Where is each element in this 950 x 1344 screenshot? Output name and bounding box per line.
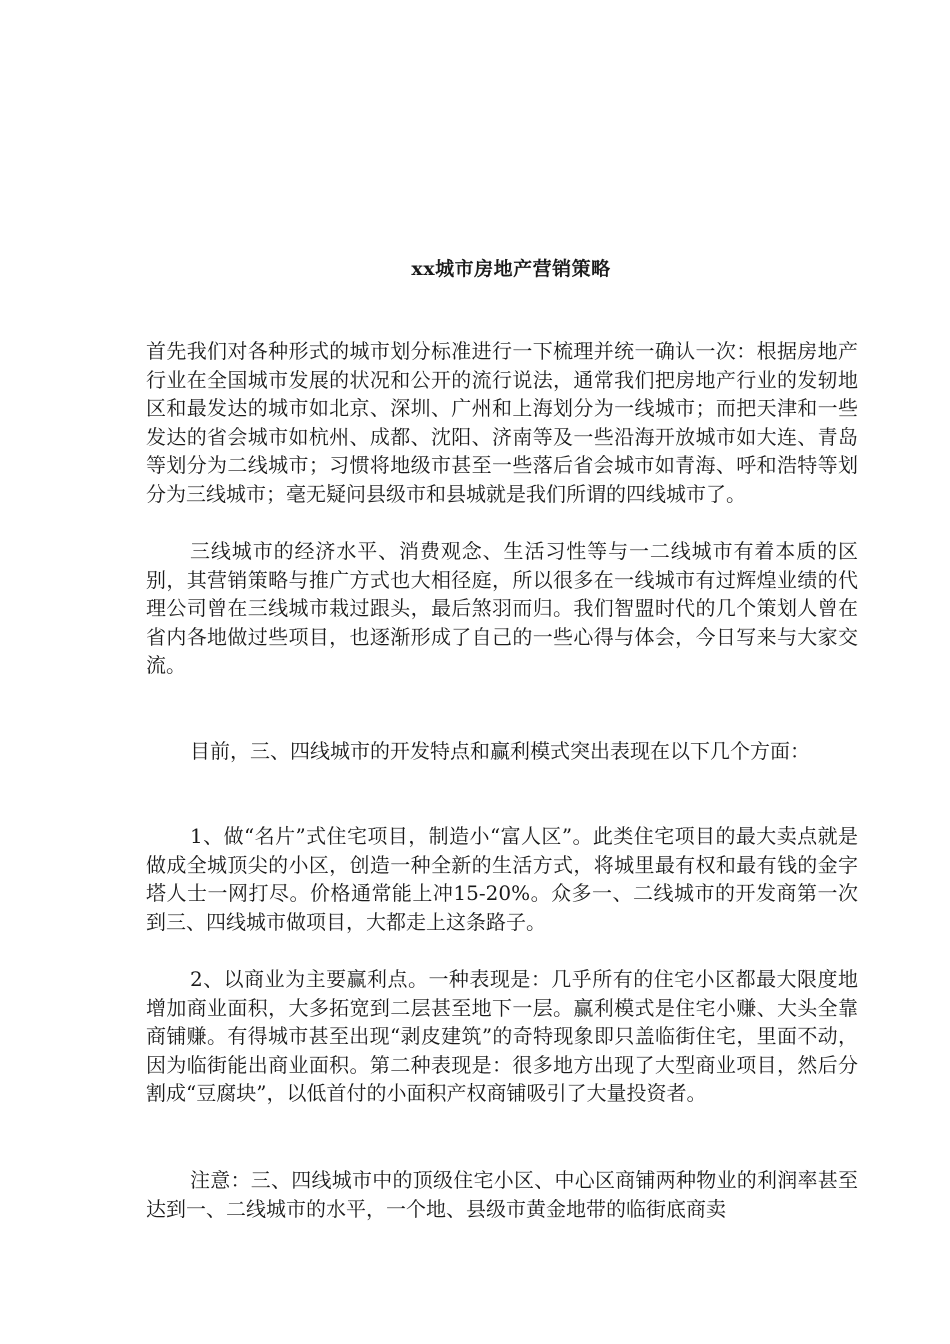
paragraph-city-classification: 首先我们对各种形式的城市划分标准进行一下梳理并统一确认一次：根据房地产行业在全国城市发展的状况和公开的流行说法，通常我们把房地产行业的发轫地区和最发达的城市如北京、深圳、广州和上海划分为一线城市；而把天津和一些发达的省会城市如杭州、成都、沈阳、济南等及一些沿海开放城市如大连、青岛等划分为二线城市；习惯将地级市甚至一些落后省会城市如青海、呼和浩特等划分为三线城市；毫无疑问县级市和县城就是我们所谓的四线城市了。 [146,339,858,506]
paragraph-development-features-intro: 目前，三、四线城市的开发特点和赢利模式突出表现在以下几个方面： [190,739,810,763]
document-title: xx城市房地产营销策略 [411,258,611,280]
paragraph-third-tier-marketing: 三线城市的经济水平、消费观念、生活习性等与一二线城市有着本质的区别，其营销策略与推广方式也大相径庭，所以很多在一线城市有过辉煌业绩的代理公司曾在三线城市栽过跟头，最后煞羽而归。我们智盟时代的几个策划人曾在省内各地做过些项目，也逐渐形成了自己的一些心得与体会，今日写来与大家交流。 [146,539,858,677]
paragraph-note: 注意：三、四线城市中的顶级住宅小区、中心区商铺两种物业的利润率甚至达到一、二线城市的水平，一个地、县级市黄金地带的临街底商卖 [146,1168,858,1221]
paragraph-point-2: 2、以商业为主要赢利点。一种表现是：几乎所有的住宅小区都最大限度地增加商业面积，大多拓宽到二层甚至地下一层。赢利模式是住宅小赚、大头全靠商铺赚。有得城市甚至出现“剥皮建筑”的奇特现象即只盖临街住宅，里面不动，因为临街能出商业面积。第二种表现是：很多地方出现了大型商业项目，然后分割成“豆腐块”，以低首付的小面积产权商铺吸引了大量投资者。 [146,967,858,1105]
paragraph-point-1: 1、做“名片”式住宅项目，制造小“富人区”。此类住宅项目的最大卖点就是做成全城顶尖的小区，创造一种全新的生活方式，将城里最有权和最有钱的金字塔人士一网打尽。价格通常能上冲15-20%。众多一、二线城市的开发商第一次到三、四线城市做项目，大都走上这条路子。 [146,824,858,934]
document-page [146,0,858,1344]
